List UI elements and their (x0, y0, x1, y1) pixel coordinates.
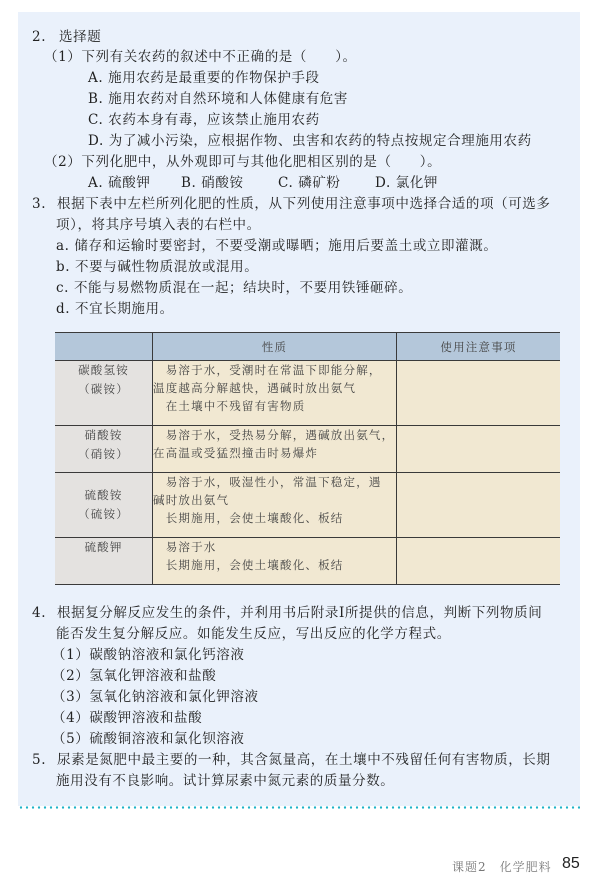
q3-item-d: d. 不宜长期施用。 (56, 301, 174, 317)
fertilizer-name-full: 碳酸氢铵 (78, 363, 129, 377)
table-header-notes: 使用注意事项 (397, 333, 561, 361)
property-line: 温度越高分解越快，遇碱时放出氨气 (153, 381, 357, 395)
q5-number: 5. (32, 752, 47, 768)
q4-stem-line1: 根据复分解反应发生的条件，并利用书后附录Ⅰ所提供的信息，判断下列物质间 (57, 605, 543, 621)
usage-notes-cell[interactable] (397, 538, 561, 585)
q2-sub2-option-d: D. 氯化钾 (375, 175, 439, 191)
q4-item-5: （5）硫酸铜溶液和氯化钡溶液 (52, 731, 245, 747)
table-row (55, 426, 560, 473)
q2-heading (32, 27, 101, 48)
q2-sub2-option-b: B. 硝酸铵 (181, 175, 244, 191)
usage-notes-cell[interactable] (397, 473, 561, 538)
table-row (55, 538, 560, 585)
q4-item-2: （2）氢氧化钾溶液和盐酸 (52, 668, 217, 684)
fertilizer-name-short: （碳铵） (78, 382, 129, 396)
q2-sub1-option-b: B. 施用农药对自然环境和人体健康有危害 (88, 91, 349, 107)
fertilizer-table (55, 332, 560, 585)
table-header-name (55, 333, 153, 361)
fertilizer-properties (153, 426, 397, 473)
fertilizer-name-short: （硝铵） (78, 447, 129, 461)
table-header-properties: 性质 (153, 333, 397, 361)
dotted-divider (18, 806, 580, 809)
q4-item-4: （4）碳酸钾溶液和盐酸 (52, 710, 203, 726)
fertilizer-properties (153, 473, 397, 538)
usage-notes-cell[interactable] (397, 426, 561, 473)
property-line: 长期施用，会使土壤酸化、板结 (153, 558, 344, 572)
page-number: 85 (562, 855, 580, 872)
q2-sub1-stem: （1）下列有关农药的叙述中不正确的是（ ）。 (44, 49, 357, 65)
table-row (55, 473, 560, 538)
property-line: 长期施用，会使土壤酸化、板结 (153, 511, 344, 525)
property-line: 在高温或受猛烈撞击时易爆炸 (153, 446, 319, 460)
q2-sub1-option-d: D. 为了减小污染，应根据作物、虫害和农药的特点按规定合理施用农药 (88, 133, 532, 149)
fertilizer-name-full: 硝酸铵 (84, 428, 123, 442)
property-line: 碱时放出氨气 (153, 493, 230, 507)
fertilizer-name (55, 426, 153, 473)
q4-number: 4. (32, 605, 47, 621)
fertilizer-name-short: （硫铵） (78, 507, 129, 521)
q5-stem-line2: 施用没有不良影响。试计算尿素中氮元素的质量分数。 (56, 773, 395, 789)
q5-stem (32, 750, 551, 771)
q2-sub1-option-c: C. 农药本身有毒，应该禁止施用农药 (88, 112, 320, 128)
table-row (55, 361, 560, 426)
q3-number: 3. (32, 196, 47, 212)
fertilizer-properties (153, 361, 397, 426)
q3-item-b: b. 不要与碱性物质混放或混用。 (56, 259, 259, 275)
footer-chapter: 课题2 化学肥料 (452, 860, 552, 874)
q2-sub2-option-a: A. 硫酸钾 (88, 175, 151, 191)
fertilizer-name-full: 硫酸铵 (84, 488, 123, 502)
q2-title: 选择题 (59, 29, 102, 45)
property-line: 在土壤中不残留有害物质 (153, 399, 306, 413)
table-header-row (55, 333, 560, 361)
q5-stem-line1: 尿素是氮肥中最主要的一种，其含氮量高，在土壤中不残留任何有害物质，长期 (57, 752, 551, 768)
q2-sub1-option-a: A. 施用农药是最重要的作物保护手段 (88, 70, 320, 86)
q3-stem-line2: 项），将其序号填入表的右栏中。 (56, 217, 261, 233)
q3-stem-line1: 根据下表中左栏所列化肥的性质，从下列使用注意事项中选择合适的项（可选多 (57, 196, 551, 212)
q2-sub2-options (88, 173, 439, 194)
fertilizer-properties (153, 538, 397, 585)
q2-sub2-option-c: C. 磷矿粉 (278, 175, 341, 191)
fertilizer-name (55, 361, 153, 426)
q4-stem-line2: 能否发生复分解反应。如能发生反应，写出反应的化学方程式。 (56, 626, 451, 642)
q4-item-3: （3）氢氧化钠溶液和氯化钾溶液 (52, 689, 259, 705)
q3-stem (32, 194, 551, 215)
q4-stem (32, 603, 542, 624)
property-line: 易溶于水，吸湿性小，常温下稳定，遇 (153, 475, 382, 489)
property-line: 易溶于水，受热易分解，遇碱放出氨气， (153, 428, 395, 442)
usage-notes-cell[interactable] (397, 361, 561, 426)
fertilizer-name-full: 硫酸钾 (84, 540, 123, 554)
q3-item-a: a. 储存和运输时要密封，不要受潮或曝晒；施用后要盖土或立即灌溉。 (56, 238, 498, 254)
fertilizer-name (55, 538, 153, 585)
fertilizer-name (55, 473, 153, 538)
q2-sub2-stem: （2）下列化肥中，从外观即可与其他化肥相区别的是（ ）。 (44, 154, 442, 170)
q4-item-1: （1）碳酸钠溶液和氯化钙溶液 (52, 647, 245, 663)
q2-number: 2. (32, 29, 47, 45)
q3-item-c: c. 不能与易燃物质混在一起；结块时，不要用铁锤砸碎。 (56, 280, 413, 296)
property-line: 易溶于水，受潮时在常温下即能分解， (153, 363, 382, 377)
property-line: 易溶于水 (153, 540, 217, 554)
